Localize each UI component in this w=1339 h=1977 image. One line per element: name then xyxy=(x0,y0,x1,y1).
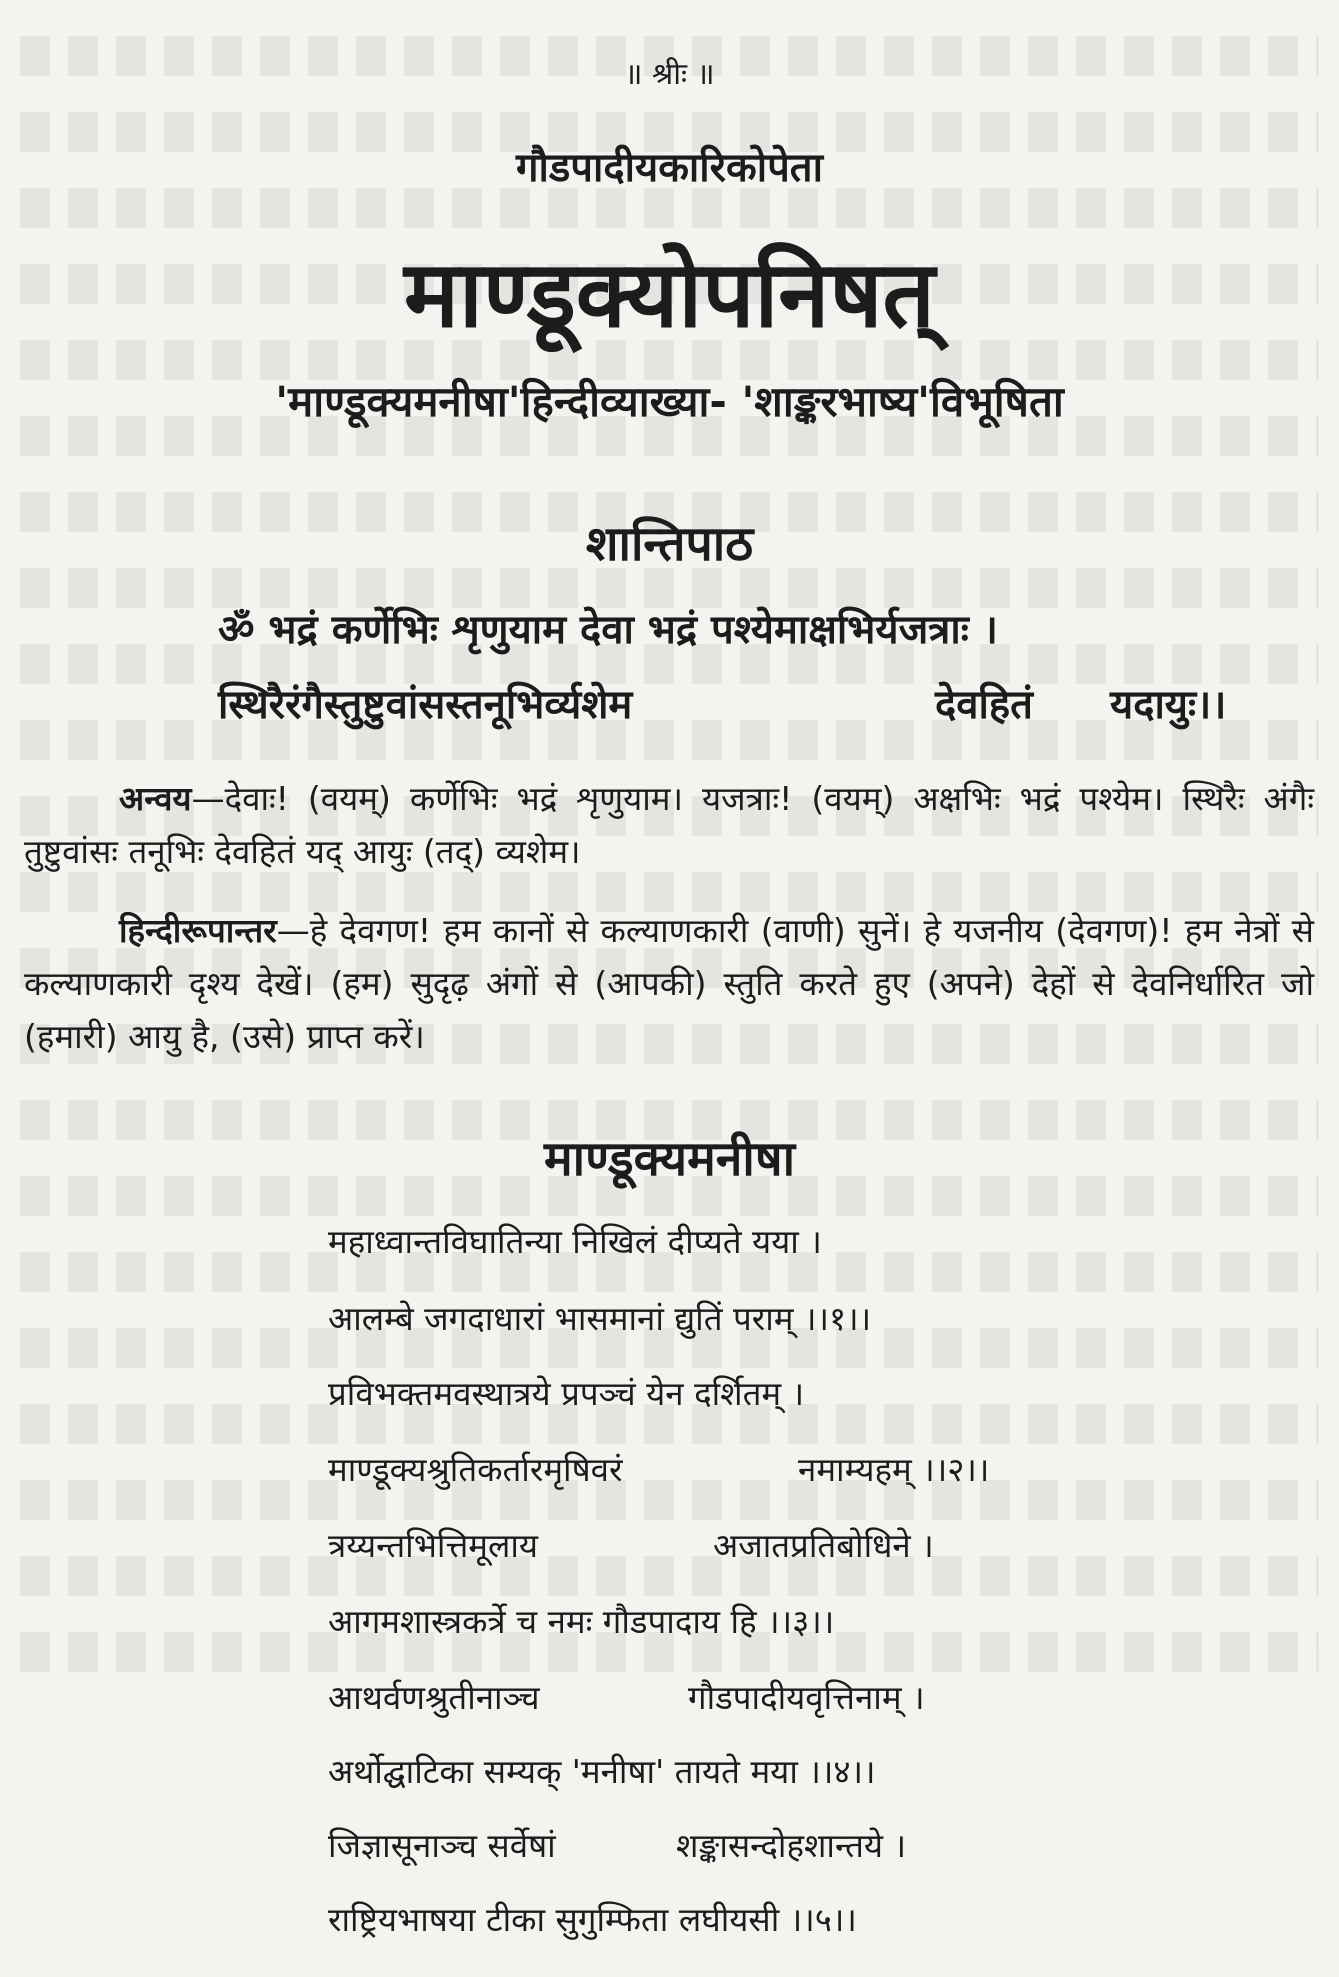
shri-invocation: ॥ श्रीः ॥ xyxy=(624,57,715,92)
verse-line: महाध्वान्तविघातिन्या निखिलं दीप्यते यया । xyxy=(328,1222,822,1261)
verse-line: त्रय्यन्तभित्तिमूलाय अजातप्रतिबोधिने । xyxy=(328,1526,934,1565)
shantipath-heading: शान्तिपाठ xyxy=(585,516,754,572)
anvaya-paragraph xyxy=(24,772,1314,878)
page-title: माण्डूक्योपनिषत् xyxy=(404,241,935,348)
anvaya-label: अन्वय xyxy=(119,779,192,818)
verse-line: जिज्ञासूनाञ्च सर्वेषां शङ्कासन्दोहशान्तये । xyxy=(328,1826,907,1865)
mantra-line-2a: स्थिरैरंगैस्तुष्टुवांसस्तनूभिर्व्यशेम xyxy=(218,682,633,728)
hindi-label: हिन्दीरूपान्तर xyxy=(119,911,277,950)
verse-line: आलम्बे जगदाधारां भासमानां द्युतिं पराम् ।।१।। xyxy=(328,1299,872,1338)
manisha-heading: माण्डूक्यमनीषा xyxy=(543,1131,796,1187)
hindi-paragraph xyxy=(24,904,1314,1063)
commentary-line: 'माण्डूक्यमनीषा'हिन्दीव्याख्या- 'शाङ्करभाष्य'विभूषिता xyxy=(275,377,1064,426)
verse-line: आथर्वणश्रुतीनाञ्च गौडपादीयवृत्तिनाम् । xyxy=(328,1678,925,1717)
verse-line: अर्थोद्घाटिका सम्यक् 'मनीषा' तायते मया ।।४।। xyxy=(328,1752,876,1791)
hindi-text: —हे देवगण! हम कानों से कल्याणकारी (वाणी) सुनें। हे यजनीय (देवगण)! हम नेत्रों से कल्याणकारी दृश्य देखें। (हम) सुदृढ़ अंगों से (आपकी) स्तुति करते हुए (अपने) देहों से देवनिर्धारित जो (हमारी) आयु है, (उसे) प्राप्त करें। xyxy=(24,911,1314,1056)
verse-line: माण्डूक्यश्रुतिकर्तारमृषिवरं नमाम्यहम् ।।२।। xyxy=(328,1450,990,1489)
anvaya-text: —देवाः! (वयम्) कर्णेभिः भद्रं शृणुयाम। यजत्राः! (वयम्) अक्षभिः भद्रं पश्येम। स्थिरैः अंगैः तुष्टुवांसः तनूभिः देवहितं यद् आयुः (तद्) व्यशेम। xyxy=(24,779,1314,871)
verse-line: आगमशास्त्रकर्त्रे च नमः गौडपादाय हि ।।३।। xyxy=(328,1602,835,1641)
verse-line: राष्ट्रियभाषया टीका सुगुम्फिता लघीयसी ।।५।। xyxy=(328,1900,857,1939)
mantra-line-1: ॐ भद्रं कर्णेभिः शृणुयाम देवा भद्रं पश्येमाक्षभिर्यजत्राः । xyxy=(218,607,998,653)
mantra-line-2b: देवहितं xyxy=(935,682,1033,728)
mantra-line-2c: यदायुः।। xyxy=(1110,682,1227,728)
subtitle: गौडपादीयकारिकोपेता xyxy=(516,145,823,191)
verse-line: प्रविभक्तमवस्थात्रये प्रपञ्चं येन दर्शितम् । xyxy=(328,1374,805,1413)
